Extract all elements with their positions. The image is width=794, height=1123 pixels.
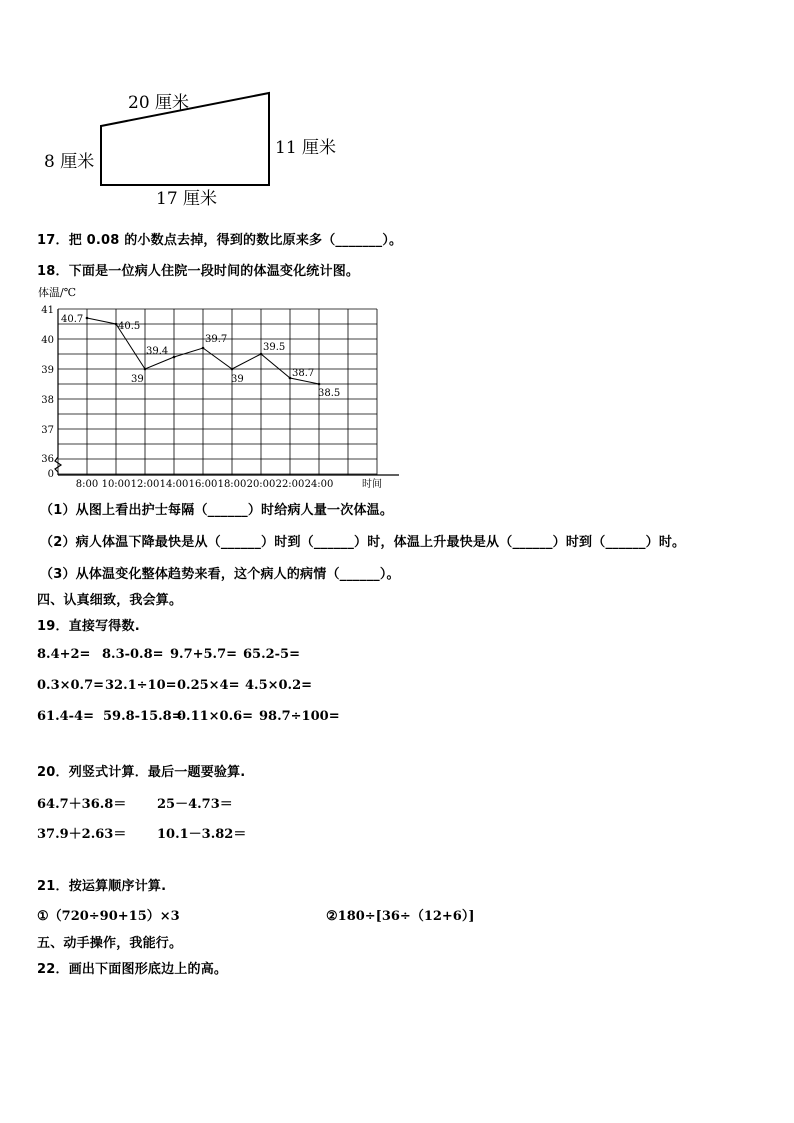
y-tick-label: 40 [41,335,54,346]
data-label: 39.7 [205,334,228,345]
q19-item: 0.11×0.6= [177,709,254,724]
y-tick-label: 38 [41,395,54,406]
q19-item: 98.7÷100= [259,709,340,724]
x-tick-label: 24:00 [304,479,334,490]
temperature-point [144,368,147,371]
x-tick-label: 16:00 [188,479,218,490]
y-tick-label: 41 [41,305,54,316]
y-tick-label: 0 [47,469,54,480]
question-18-part-1: （1）从图上看出护士每隔（______）时给病人量一次体温。 [40,503,394,518]
data-label: 39 [131,374,144,385]
temperature-point [115,323,118,326]
x-tick-label: 12:00 [130,479,160,490]
q21-item-2: ②180÷[36÷（12+6）] [326,909,475,924]
question-21-title: 21．按运算顺序计算. [37,879,167,894]
question-18-part-3: （3）从体温变化整体趋势来看，这个病人的病情（______）。 [40,567,400,582]
q19-item: 8.4+2= [37,647,91,662]
data-label: 40.7 [61,314,84,325]
question-18-part-2: （2）病人体温下降最快是从（______）时到（______）时，体温上升最快是从（______）时到（______）时。 [40,535,686,550]
q19-item: 59.8-15.8= [103,709,183,724]
temperature-point [86,317,89,320]
data-label: 38.7 [292,368,315,379]
data-label: 38.5 [318,388,341,399]
question-20-title: 20．列竖式计算．最后一题要验算. [37,765,246,780]
question-17: 17．把 0.08 的小数点去掉，得到的数比原来多（_______）。 [37,233,403,248]
temperature-point [202,347,205,350]
chart-y-label: 体温/℃ [38,286,77,299]
x-tick-label: 8:00 [75,479,99,490]
q20-row-1 [37,793,233,812]
q19-item: 9.7+5.7= [170,647,238,662]
q19-item: 8.3-0.8= [102,647,164,662]
temperature-point [260,353,263,356]
y-tick-label: 39 [41,365,54,376]
trapezoid-top-label: 20 厘米 [128,93,190,113]
question-18-title: 18．下面是一位病人住院一段时间的体温变化统计图。 [37,264,360,279]
section-4-heading: 四、认真细致，我会算。 [37,593,183,608]
chart-ticks [41,305,333,490]
temperature-chart [0,280,420,495]
q20-row-2 [37,823,246,842]
q19-row-3 [37,709,340,724]
question-19-title: 19．直接写得数. [37,619,140,634]
q19-item: 32.1÷10= [105,678,177,693]
trapezoid-bottom-label: 17 厘米 [156,189,218,209]
x-tick-label: 18:00 [217,479,247,490]
trapezoid-figure [0,0,794,220]
x-tick-label: 14:00 [159,479,189,490]
data-label: 39 [231,374,244,385]
section-5-heading: 五、动手操作，我能行。 [37,936,183,951]
trapezoid-left-label: 8 厘米 [44,152,95,172]
q20-item: 10.1－3.82＝ [157,827,247,842]
q19-item: 0.3×0.7= [37,678,105,693]
q19-item: 61.4-4= [37,709,94,724]
x-tick-label: 20:00 [246,479,276,490]
q20-item: 37.9＋2.63＝ [37,827,127,842]
y-tick-label: 37 [41,425,54,436]
chart-x-label: 时间 [362,479,382,490]
x-tick-label: 10:00 [101,479,131,490]
q20-item: 64.7＋36.8＝ [37,797,127,812]
question-22: 22．画出下面图形底边上的高。 [37,962,228,977]
q19-item: 65.2-5= [243,647,300,662]
data-label: 40.5 [118,321,141,332]
chart-data-labels [61,314,340,399]
data-label: 39.5 [263,342,286,353]
data-label: 39.4 [146,346,169,357]
q21-item-1: ①（720÷90+15）×3 [37,909,180,924]
y-tick-label: 36 [41,454,54,465]
q19-row-1 [37,647,300,662]
y-axis-line [55,309,61,475]
temperature-point [173,356,176,359]
temperature-point [231,368,234,371]
x-tick-label: 22:00 [275,479,305,490]
temperature-point [318,383,321,386]
q20-item: 25－4.73＝ [157,797,233,812]
q19-row-2 [37,678,312,693]
trapezoid-right-label: 11 厘米 [275,138,337,158]
temperature-point [289,377,292,380]
q19-item: 4.5×0.2= [245,678,313,693]
q19-item: 0.25×4= [177,678,240,693]
